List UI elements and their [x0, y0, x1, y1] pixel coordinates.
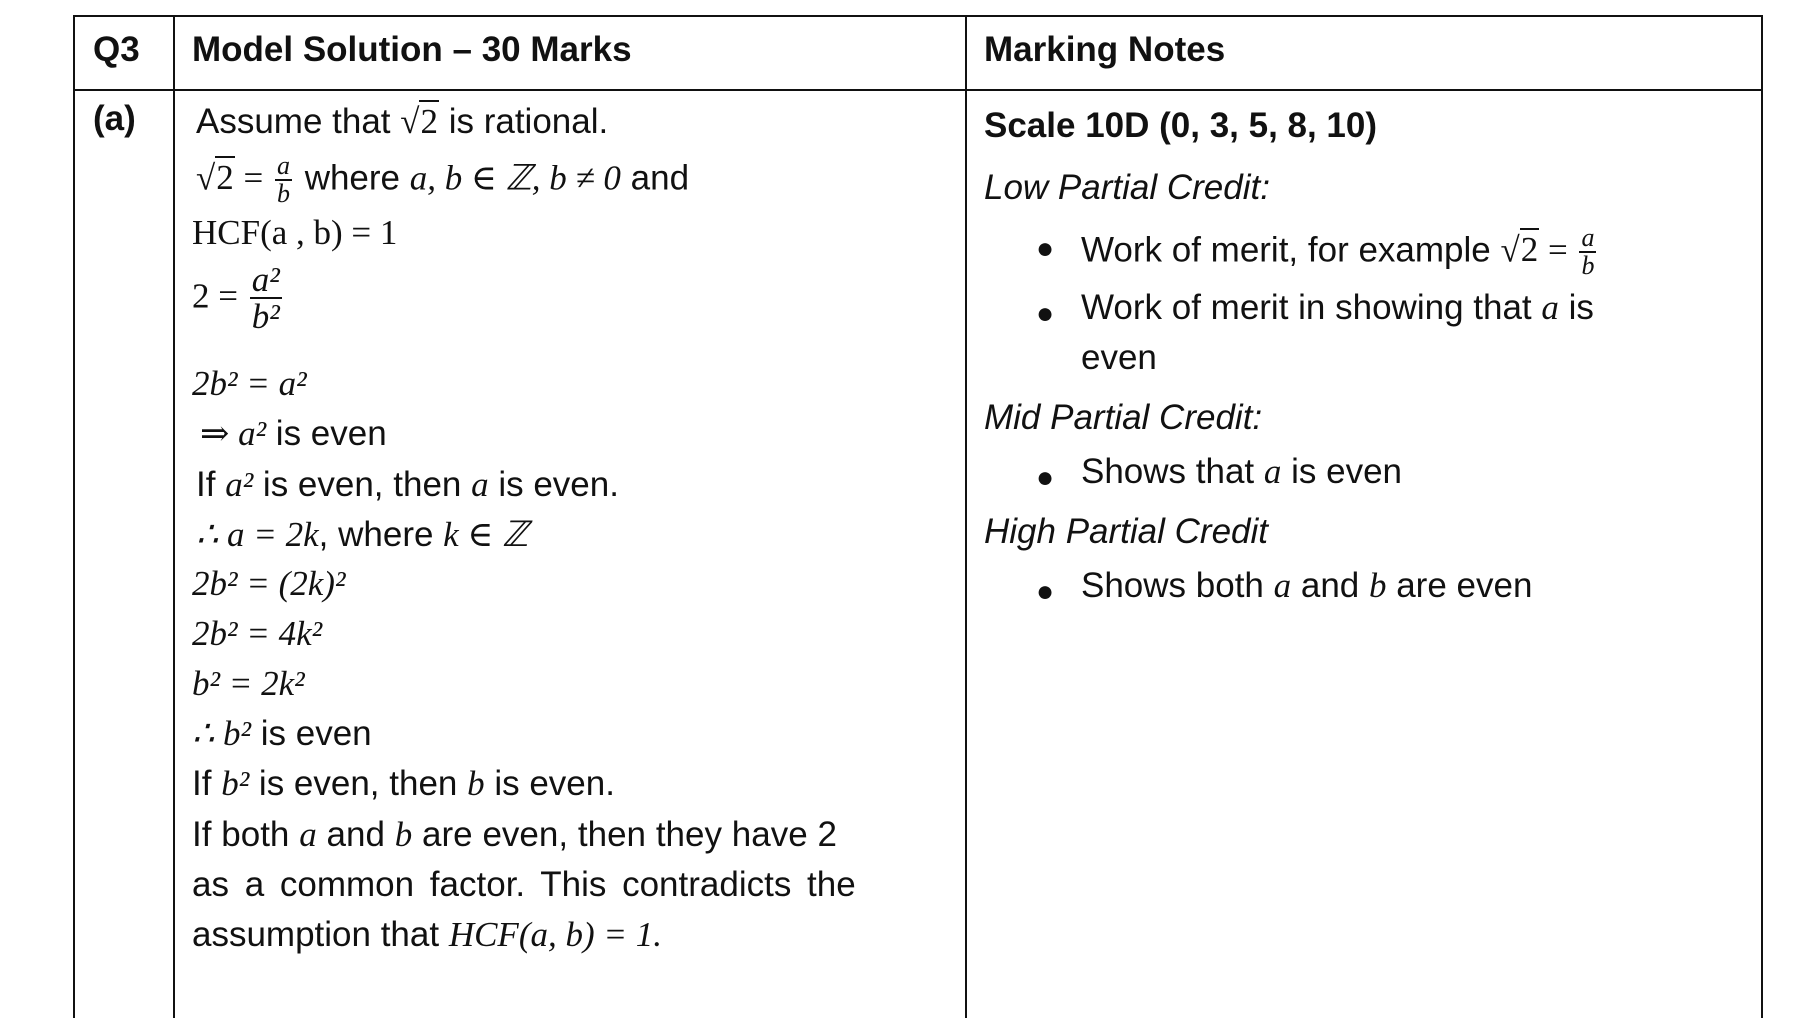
- low-credit-item-2-cont: even: [1081, 338, 1157, 377]
- mid-partial-credit-heading: Mid Partial Credit:: [984, 398, 1263, 437]
- bullet-icon: ●: [1036, 232, 1055, 265]
- solution-line-6: ⇒ a² is even: [200, 414, 387, 453]
- part-label: (a): [93, 99, 136, 138]
- solution-line-7: If a² is even, then a is even.: [196, 465, 619, 504]
- solution-line-15: as a common factor. This contradicts the: [192, 865, 856, 904]
- column-divider-1: [173, 17, 175, 1018]
- low-credit-item-1: Work of merit, for example √2 = $\frac{a}{b}$: [1081, 223, 1595, 280]
- low-credit-item-2: Work of merit in showing that a is: [1081, 288, 1594, 327]
- solution-line-10: 2b² = 4k²: [192, 614, 323, 653]
- mid-credit-item-1: Shows that a is even: [1081, 452, 1403, 491]
- bullet-icon: ●: [1036, 575, 1055, 608]
- low-partial-credit-heading: Low Partial Credit:: [984, 168, 1270, 207]
- solution-line-2: √2 = $\frac{a}{b}$ where a, b ∈ ℤ, b ≠ 0 and: [196, 151, 690, 208]
- column-divider-2: [965, 17, 967, 1018]
- header-model-solution: Model Solution – 30 Marks: [192, 30, 632, 69]
- solution-line-14: If both a and b are even, then they have 2: [192, 815, 837, 854]
- solution-line-1: Assume that √2 is rational.: [196, 102, 609, 141]
- high-partial-credit-heading: High Partial Credit: [984, 512, 1268, 551]
- solution-line-8: ∴ a = 2k, where k ∈ ℤ: [196, 515, 529, 554]
- marking-scheme-table: [73, 15, 1763, 1018]
- solution-line-11: b² = 2k²: [192, 664, 305, 703]
- solution-line-16: assumption that HCF(a, b) = 1.: [192, 915, 662, 954]
- bullet-icon: ●: [1036, 461, 1055, 494]
- solution-line-9: 2b² = (2k)²: [192, 564, 346, 603]
- header-question: Q3: [93, 30, 140, 69]
- header-marking-notes: Marking Notes: [984, 30, 1226, 69]
- solution-line-5: 2b² = a²: [192, 364, 307, 403]
- scale-heading: Scale 10D (0, 3, 5, 8, 10): [984, 106, 1378, 145]
- solution-line-4: 2 = $\frac{\text{a²}}{\text{b²}}$: [192, 260, 280, 336]
- high-credit-item-1: Shows both a and b are even: [1081, 566, 1533, 605]
- header-divider: [75, 89, 1761, 91]
- bullet-icon: ●: [1036, 297, 1055, 330]
- solution-line-12: ∴ b² is even: [192, 714, 372, 753]
- solution-line-13: If b² is even, then b is even.: [192, 764, 615, 803]
- solution-line-3: HCF(a , b) = 1: [192, 213, 398, 252]
